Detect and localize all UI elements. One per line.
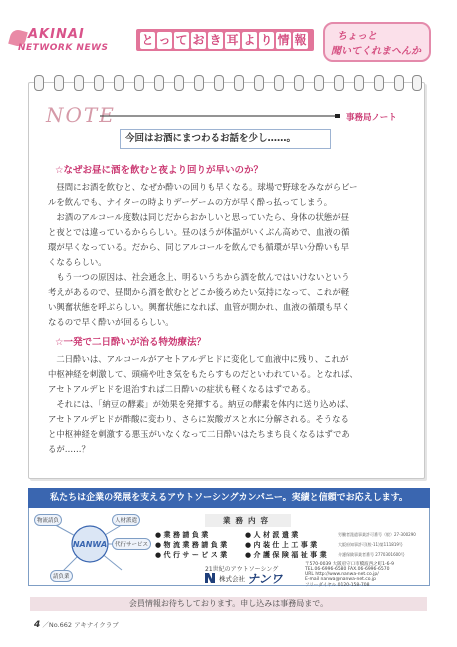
note-heading: NOTE — [46, 103, 116, 127]
node-daikou: 代行サービス — [112, 538, 151, 550]
body-line: くなるらしい。 — [48, 257, 107, 267]
service-item: ● 代 行 サ ー ビ ス 業 — [155, 551, 228, 559]
section-label: 事務局ノート — [346, 113, 397, 123]
service-item: ● 介 護 保 険 福 祉 事 業 — [245, 551, 327, 559]
spiral-ring-icon — [294, 75, 304, 91]
company-address — [305, 561, 394, 588]
title-char: き — [209, 32, 222, 47]
title-char: 報 — [294, 32, 307, 47]
body-line: 二日酔いは、アルコールがアセトアルデヒドに変化して血液中に残り、これが — [48, 354, 349, 364]
body-line: もう一つの原因は、社会通念上、明るいうちから酒を飲んではいけないという — [48, 272, 350, 282]
body-line: なるので早く酔いが回るらしい。 — [48, 317, 174, 327]
logo-network-news: NETWORK NEWS — [18, 43, 109, 53]
logo-akinai: AKINAI — [28, 27, 85, 42]
spiral-ring-icon — [214, 75, 224, 91]
body-line: アセトアルデヒドを退治すれば二日酔いの症状も軽くなるはずである。 — [48, 384, 316, 394]
issue-number: ／No.662 — [42, 621, 73, 629]
title-char: よ — [243, 32, 256, 47]
column-title — [140, 29, 310, 51]
spiral-ring-icon — [274, 75, 284, 91]
spiral-ring-icon — [54, 75, 64, 91]
question-1-body — [48, 180, 358, 330]
body-line: お酒のアルコール度数は同じだからおかしいと思っていたら、身体の状態が昼 — [48, 212, 349, 222]
company-prefix: 株式会社 — [219, 575, 245, 583]
body-line: アセトアルデヒドが酢酸に変わり、さらに炭酸ガスと水に分解される。そうなる — [48, 414, 349, 424]
address-line: URL http://www.nanwa-net.co.jp/ — [305, 572, 379, 577]
page-header — [0, 0, 457, 62]
title-char: て — [175, 32, 188, 47]
section-rule — [100, 114, 342, 118]
spiral-binding — [34, 75, 422, 93]
body-line: 昼間にお酒を飲むと、なぜか酔いの回りも早くなる。球場で野球をみながらビー — [48, 182, 358, 192]
title-char: 情 — [277, 32, 290, 47]
company-tagline: 21世紀のアウトソーシング — [205, 566, 279, 573]
body-line: と中枢神経を刺激する悪玉がいなくなって二日酔いはたちまち良くなるはずであ — [48, 429, 350, 439]
license-note: 労働者派遣事業許可番号（般）27-300290 — [338, 532, 416, 537]
address-line: フリーダイヤル 0120-158-708 — [305, 583, 370, 588]
body-line: い興奮状態を呼ぶらしい。興奮状態になれば、血管が開かれ、血液の循環も早く — [48, 302, 351, 312]
node-haken: 人材派遣 — [112, 514, 140, 526]
spiral-ring-icon — [34, 75, 44, 91]
spiral-ring-icon — [74, 75, 84, 91]
title-char: り — [260, 32, 273, 47]
spiral-ring-icon — [254, 75, 264, 91]
address-line: E-mail nanwa@nanwa-net.co.jp — [305, 577, 376, 582]
body-line: 環が早くなっている。だから、同じアルコールを飲んでも循環が早い分酔いも早 — [48, 242, 349, 252]
title-char: と — [141, 32, 154, 47]
spiral-ring-icon — [314, 75, 324, 91]
intro-box: 今回はお酒にまつわるお話を少し……。 — [120, 129, 331, 149]
title-char: 耳 — [226, 32, 239, 47]
spiral-ring-icon — [334, 75, 344, 91]
title-char: お — [192, 32, 205, 47]
title-char: っ — [158, 32, 171, 47]
publication-name: アキナイクラブ — [74, 621, 119, 629]
service-item: ● 物 流 業 務 請 負 業 — [155, 541, 228, 549]
spiral-ring-icon — [114, 75, 124, 91]
question-2-title: ☆一発で二日酔いが治る特効療法？ — [55, 337, 207, 348]
body-line: るが……？ — [48, 444, 90, 454]
service-item: ● 人 材 派 遣 業 — [245, 531, 299, 539]
ad-banner: 私たちは企業の発展を支えるアウトソーシングカンパニー。実績と信頼でお応えします。 — [28, 488, 430, 508]
spiral-ring-icon — [174, 75, 184, 91]
spiral-ring-icon — [194, 75, 204, 91]
body-line: それには、「納豆の酵素」が効果を発揮する。納豆の酵素を体内に送り込めば、 — [48, 399, 354, 409]
body-line: ルを飲んでも、ナイターの時よりデーゲームの方が早く酔っ払ってしまう。 — [48, 197, 333, 207]
nanwa-center-logo: NANWA — [72, 540, 108, 549]
body-line: と夜とでは違っているかららしい。昼のほうが体温がいくぶん高めで、血液の循 — [48, 227, 350, 237]
speech-line-2: 聞いてくれまへんか — [331, 46, 421, 57]
spiral-ring-icon — [394, 75, 404, 91]
service-item: ● 内 装 仕 上 工 事 業 — [245, 541, 318, 549]
body-line: 中枢神経を刺激して、頭痛や吐き気をもたらすものだといわれている。となれば、 — [48, 369, 358, 379]
address-line: TEL.06-6996-6580 FAX.06-6996-6570 — [305, 567, 390, 572]
question-1-title: ☆なぜお昼に酒を飲むと夜より回りが早いのか？ — [55, 165, 264, 176]
member-notice: 会員情報お待ちしております。申し込みは事務局まで。 — [30, 597, 427, 611]
address-line: 〒570-0039 大阪府守口市橋波西之町1-6-9 — [305, 562, 394, 567]
node-butsuryu: 物流請負 — [34, 514, 62, 526]
spiral-ring-icon — [94, 75, 104, 91]
body-line: 考えがあるので、昼間から酒を飲むとどこか後ろめたい気持になって、これが軽 — [48, 287, 350, 297]
service-item: ● 業 務 請 負 業 — [155, 531, 209, 539]
spiral-ring-icon — [134, 75, 144, 91]
company-name: ナンワ — [247, 572, 283, 586]
page-number: 4 — [34, 620, 41, 630]
spiral-ring-icon — [354, 75, 364, 91]
node-ukeoi: 請負業 — [50, 570, 73, 582]
page-footer — [34, 620, 119, 630]
license-note: 介護保険事業者番号 2770301600号 — [338, 552, 405, 557]
question-2-body — [48, 352, 358, 457]
speech-line-1: ちょっと — [337, 31, 377, 42]
license-note: 大阪府知事許可(般-11)第111819号 — [338, 542, 403, 547]
services-title: 業務内容 — [205, 514, 291, 527]
spiral-ring-icon — [412, 75, 422, 91]
spiral-ring-icon — [154, 75, 164, 91]
nanwa-mark-icon — [204, 572, 216, 584]
spiral-ring-icon — [374, 75, 384, 91]
speech-bubble — [323, 22, 431, 62]
spiral-ring-icon — [234, 75, 244, 91]
